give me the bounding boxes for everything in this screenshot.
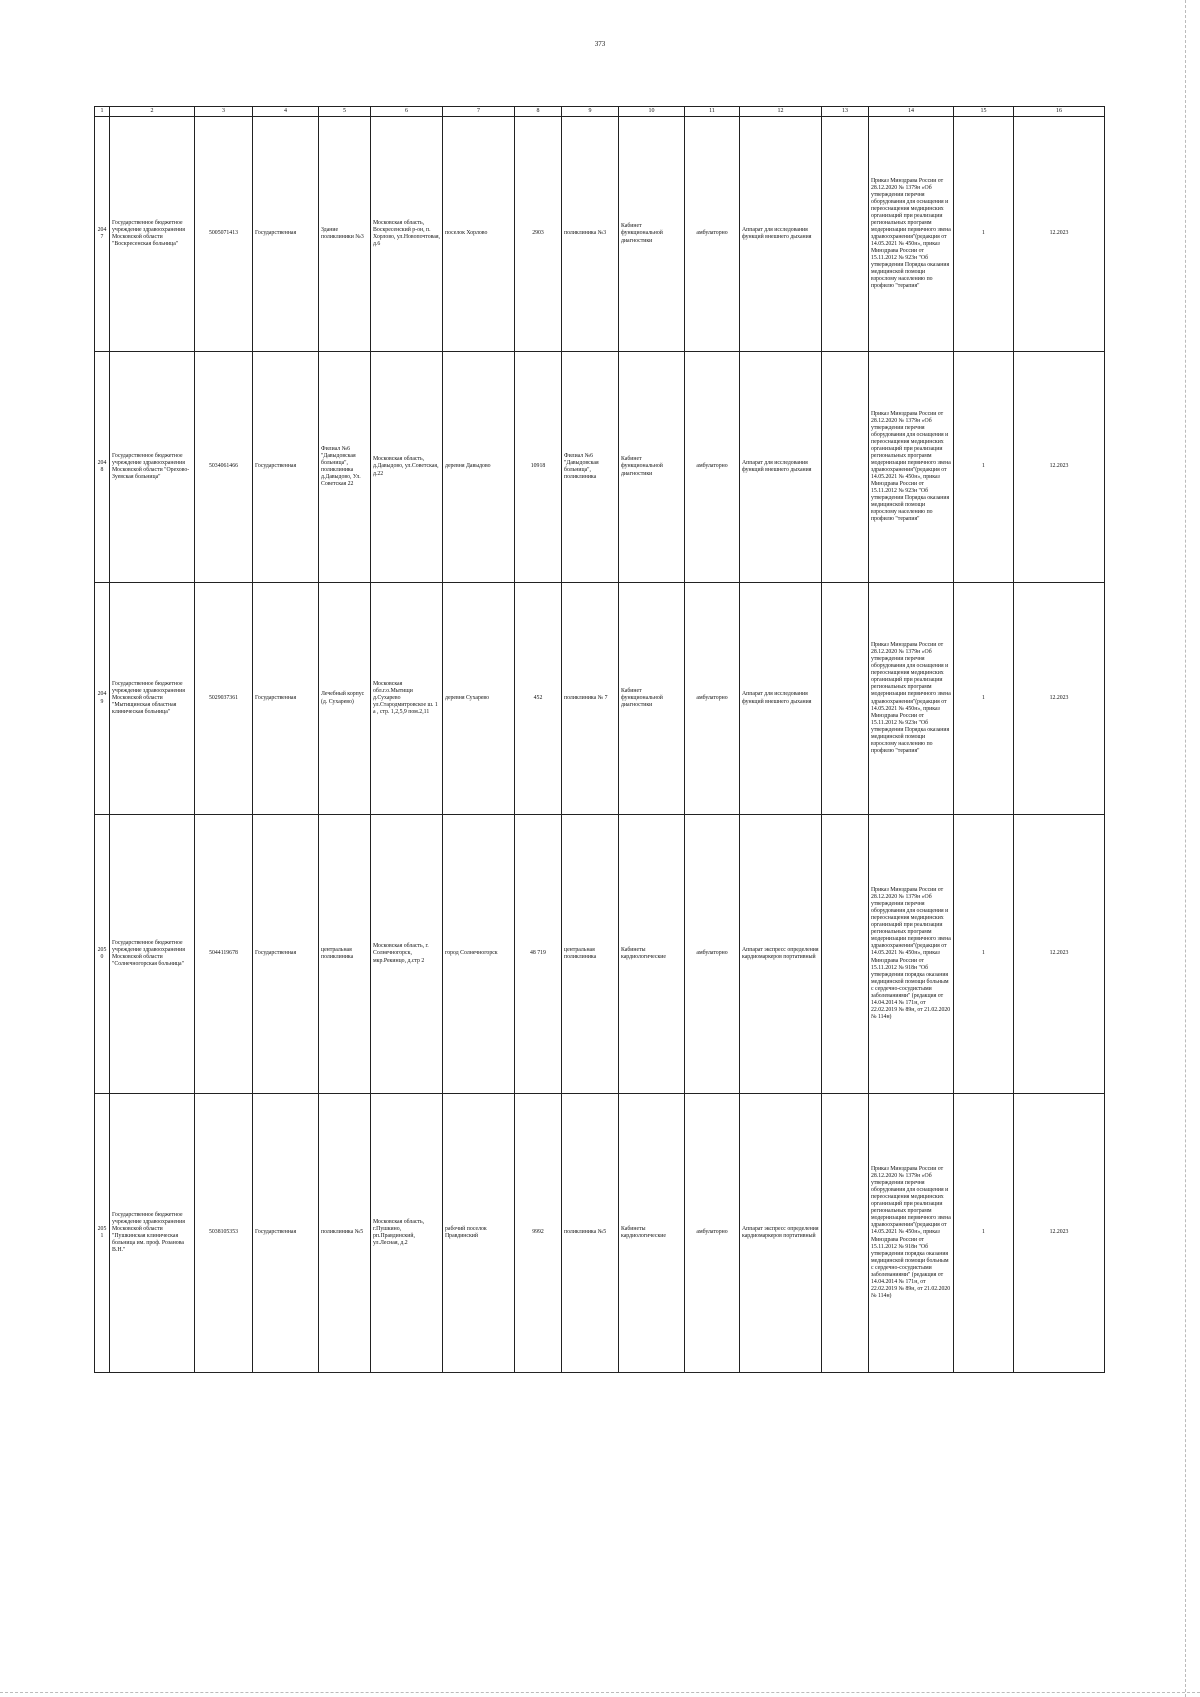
- equipment-name: Аппарат экспресс определения кардиомаркеров портативный: [740, 1094, 822, 1373]
- equipment-name: Аппарат для исследования функций внешнего дыхания: [740, 583, 822, 815]
- column-number: 13: [822, 107, 869, 117]
- table-row: [95, 117, 1105, 352]
- row-number: 2049: [95, 583, 110, 815]
- inn-code: 5038105353: [195, 1094, 253, 1373]
- building-name: поликлиника №5: [319, 1094, 371, 1373]
- inn-code: 5005071413: [195, 117, 253, 352]
- column-number: 15: [954, 107, 1014, 117]
- column-number: 10: [619, 107, 685, 117]
- organization-name: Государственное бюджетное учреждение здравоохранения Московской области "Орехово-Зуевская больница": [110, 352, 195, 583]
- care-type: амбулаторно: [685, 117, 740, 352]
- legal-basis: Приказ Минздрава России от 28.12.2020 № 1379н «Об утверждении перечня оборудования для оснащения и переоснащения медицинских организаций при реализации региональных программ модернизации первичного звена здравоохранения"(редакция от 14.05.2021 № 450н», приказ Минздрава России от 15.11.2012 № 918н "Об утверждении порядка оказания медицинской помощи больным с сердечно-сосудистыми заболеваниями" (редакция от 14.04.2014 № 171н, от 22.02.2019 № 89н, от 21.02.2020 № 114н): [869, 1094, 954, 1373]
- equipment-name: Аппарат экспресс определения кардиомаркеров портативный: [740, 815, 822, 1094]
- empty-cell: [822, 352, 869, 583]
- care-type: амбулаторно: [685, 1094, 740, 1373]
- department-name: Кабинет функциональной диагностики: [619, 352, 685, 583]
- table-row: [95, 1094, 1105, 1373]
- organization-name: Государственное бюджетное учреждение здравоохранения Московской области "Пушкинская клиническая больница им. проф. Розанова В.Н.": [110, 1094, 195, 1373]
- population: 9992: [515, 1094, 562, 1373]
- care-type: амбулаторно: [685, 352, 740, 583]
- equipment-count: 1: [954, 583, 1014, 815]
- delivery-date: 12.2023: [1014, 352, 1105, 583]
- row-number: 2050: [95, 815, 110, 1094]
- unit-name: поликлиника № 7: [562, 583, 619, 815]
- equipment-count: 1: [954, 352, 1014, 583]
- ownership-type: Государственная: [253, 583, 319, 815]
- population: 452: [515, 583, 562, 815]
- address: Московская область, д.Давыдово, ул.Советская, д.22: [371, 352, 443, 583]
- column-number-row: [95, 107, 1105, 117]
- delivery-date: 12.2023: [1014, 117, 1105, 352]
- column-number: 11: [685, 107, 740, 117]
- locality: деревня Давыдово: [443, 352, 515, 583]
- locality: город Солнечногорск: [443, 815, 515, 1094]
- unit-name: поликлиника №5: [562, 1094, 619, 1373]
- ownership-type: Государственная: [253, 117, 319, 352]
- table-row: [95, 815, 1105, 1094]
- unit-name: поликлиника №3: [562, 117, 619, 352]
- empty-cell: [822, 583, 869, 815]
- address: Московская область, г.Пушкино, рп.Правдинский, ул.Лесная, д.2: [371, 1094, 443, 1373]
- equipment-table: [94, 106, 1105, 1373]
- row-number: 2047: [95, 117, 110, 352]
- department-name: Кабинеты кардиологические: [619, 1094, 685, 1373]
- empty-cell: [822, 815, 869, 1094]
- inn-code: 5029037361: [195, 583, 253, 815]
- department-name: Кабинет функциональной диагностики: [619, 583, 685, 815]
- locality: поселок Хорлово: [443, 117, 515, 352]
- care-type: амбулаторно: [685, 583, 740, 815]
- legal-basis: Приказ Минздрава России от 28.12.2020 № 1379н «Об утверждении перечня оборудования для оснащения и переоснащения медицинских организаций при реализации региональных программ модернизации первичного звена здравоохранения"(редакция от 14.05.2021 № 450н», приказ Минздрава России от 15.11.2012 № 923н "Об утверждении Порядка оказания медицинской помощи взрослому населению по профилю "терапия": [869, 583, 954, 815]
- equipment-count: 1: [954, 117, 1014, 352]
- building-name: центральная поликлиника: [319, 815, 371, 1094]
- address: Московская область, Воскресенский р-он, п. Хорлово, ул.Новопочтовая, д.6: [371, 117, 443, 352]
- column-number: 2: [110, 107, 195, 117]
- building-name: Лечебный корпус (д. Сухарево): [319, 583, 371, 815]
- table-row: [95, 352, 1105, 583]
- delivery-date: 12.2023: [1014, 1094, 1105, 1373]
- column-number: 7: [443, 107, 515, 117]
- equipment-count: 1: [954, 1094, 1014, 1373]
- address: Московская область, г. Солнечногорск, мкр.Рекинцо, д.стр 2: [371, 815, 443, 1094]
- empty-cell: [822, 117, 869, 352]
- ownership-type: Государственная: [253, 352, 319, 583]
- scan-bottom-line: [0, 1692, 1200, 1693]
- legal-basis: Приказ Минздрава России от 28.12.2020 № 1379н «Об утверждении перечня оборудования для оснащения и переоснащения медицинских организаций при реализации региональных программ модернизации первичного звена здравоохранения"(редакция от 14.05.2021 № 450н», приказ Минздрава России от 15.11.2012 № 923н "Об утверждении Порядка оказания медицинской помощи взрослому населению по профилю "терапия": [869, 117, 954, 352]
- legal-basis: Приказ Минздрава России от 28.12.2020 № 1379н «Об утверждении перечня оборудования для оснащения и переоснащения медицинских организаций при реализации региональных программ модернизации первичного звена здравоохранения"(редакция от 14.05.2021 № 450н», приказ Минздрава России от 15.11.2012 № 923н "Об утверждении Порядка оказания медицинской помощи взрослому населению по профилю "терапия": [869, 352, 954, 583]
- organization-name: Государственное бюджетное учреждение здравоохранения Московской области "Солнечногорская больница": [110, 815, 195, 1094]
- delivery-date: 12.2023: [1014, 815, 1105, 1094]
- column-number: 4: [253, 107, 319, 117]
- row-number: 2048: [95, 352, 110, 583]
- row-number: 2051: [95, 1094, 110, 1373]
- care-type: амбулаторно: [685, 815, 740, 1094]
- column-number: 3: [195, 107, 253, 117]
- inn-code: 5034061466: [195, 352, 253, 583]
- column-number: 16: [1014, 107, 1105, 117]
- table-row: [95, 583, 1105, 815]
- equipment-count: 1: [954, 815, 1014, 1094]
- population: 48 719: [515, 815, 562, 1094]
- page-number: 373: [594, 40, 606, 48]
- organization-name: Государственное бюджетное учреждение здравоохранения Московской области "Воскресенская больница": [110, 117, 195, 352]
- unit-name: Филиал №6 "Давыдовская больница", поликлиника: [562, 352, 619, 583]
- locality: рабочий поселок Правдинский: [443, 1094, 515, 1373]
- inn-code: 5044119678: [195, 815, 253, 1094]
- building-name: Филиал №6 "Давыдовская больница", поликлиника д.Давыдово, Ул. Советская 22: [319, 352, 371, 583]
- ownership-type: Государственная: [253, 815, 319, 1094]
- equipment-name: Аппарат для исследования функций внешнего дыхания: [740, 117, 822, 352]
- ownership-type: Государственная: [253, 1094, 319, 1373]
- column-number: 14: [869, 107, 954, 117]
- column-number: 12: [740, 107, 822, 117]
- address: Московская обл.г.о.Мытищи д.Сухарево ул.Стародмитровское ш. 1 а , стр. 1,2,5,9 пом.2,11: [371, 583, 443, 815]
- department-name: Кабинеты кардиологические: [619, 815, 685, 1094]
- department-name: Кабинет функциональной диагностики: [619, 117, 685, 352]
- population: 10918: [515, 352, 562, 583]
- column-number: 1: [95, 107, 110, 117]
- organization-name: Государственное бюджетное учреждение здравоохранения Московской области "Мытищинская областная клиническая больница": [110, 583, 195, 815]
- delivery-date: 12.2023: [1014, 583, 1105, 815]
- equipment-name: Аппарат для исследования функций внешнего дыхания: [740, 352, 822, 583]
- column-number: 8: [515, 107, 562, 117]
- scan-edge-line: [1185, 0, 1186, 1697]
- column-number: 9: [562, 107, 619, 117]
- locality: деревня Сухарево: [443, 583, 515, 815]
- column-number: 5: [319, 107, 371, 117]
- empty-cell: [822, 1094, 869, 1373]
- legal-basis: Приказ Минздрава России от 28.12.2020 № 1379н «Об утверждении перечня оборудования для оснащения и переоснащения медицинских организаций при реализации региональных программ модернизации первичного звена здравоохранения"(редакция от 14.05.2021 № 450н», приказ Минздрава России от 15.11.2012 № 918н "Об утверждении порядка оказания медицинской помощи больным с сердечно-сосудистыми заболеваниями" (редакция от 14.04.2014 № 171н, от 22.02.2019 № 89н, от 21.02.2020 № 114н): [869, 815, 954, 1094]
- building-name: Здание поликлиники №3: [319, 117, 371, 352]
- population: 2903: [515, 117, 562, 352]
- unit-name: центральная поликлиника: [562, 815, 619, 1094]
- column-number: 6: [371, 107, 443, 117]
